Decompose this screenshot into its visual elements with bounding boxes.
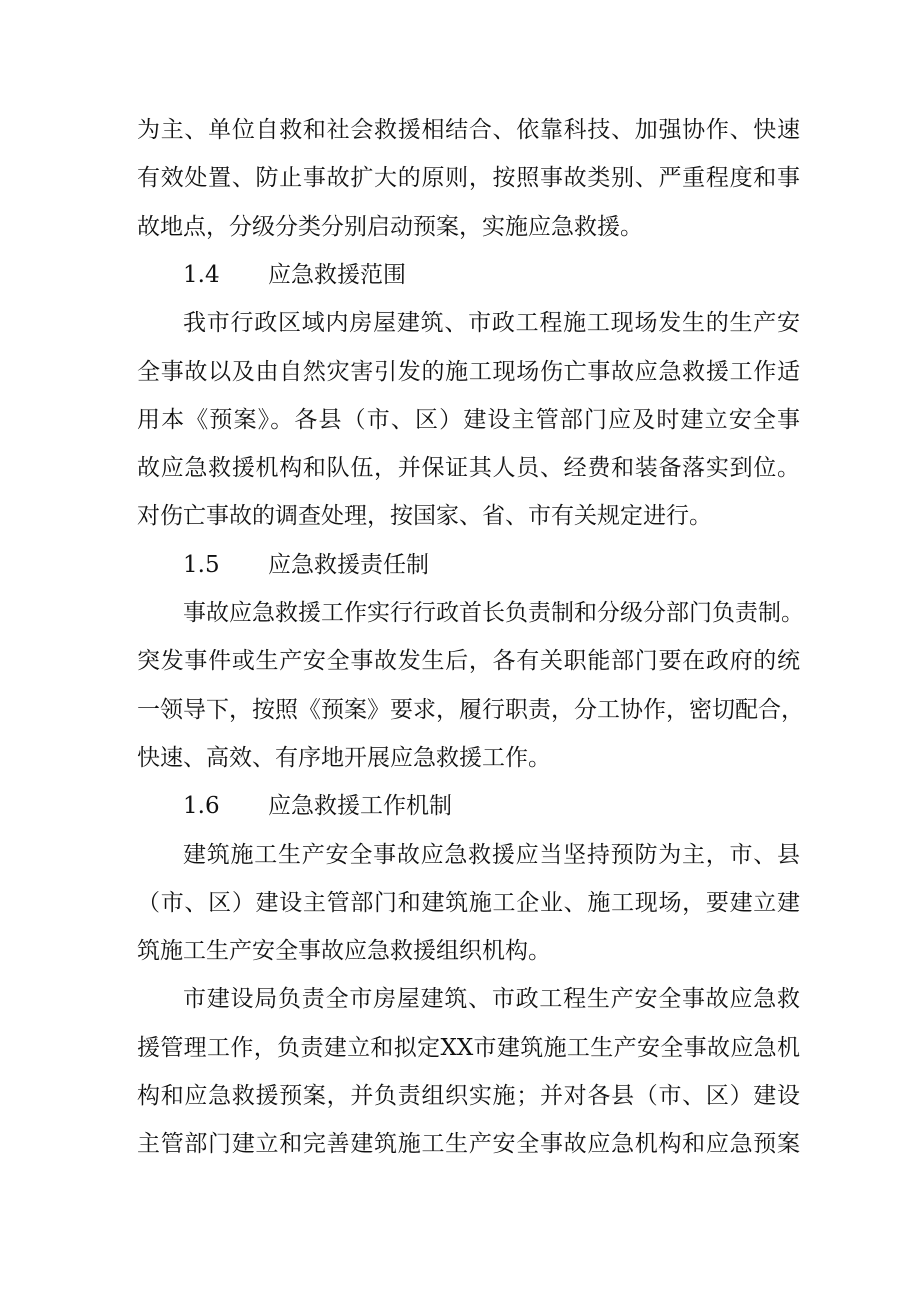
text-line: 为主、单位自救和社会救援相结合、依靠科技、加强协作、快速 — [137, 117, 800, 143]
section-title: 应急救援范围 — [268, 261, 406, 288]
section-number: 1.5 — [183, 551, 220, 578]
text-line: 突发事件或生产安全事故发生后，各有关职能部门要在政府的统 — [137, 648, 800, 675]
text-line: 市建设局负责全市房屋建筑、市政工程生产安全事故应急救 — [183, 986, 800, 1013]
text-line: 一领导下，按照《预案》要求，履行职责，分工协作，密切配合， — [137, 696, 804, 723]
text-line: 援管理工作，负责建立和拟定XX市建筑施工生产安全事故应急机 — [137, 1034, 800, 1061]
text-line: 对伤亡事故的调查处理，按国家、省、市有关规定进行。 — [137, 503, 712, 530]
text-line: 筑施工生产安全事故应急救援组织机构。 — [137, 938, 551, 965]
text-line: 主管部门建立和完善建筑施工生产安全事故应急机构和应急预案 — [137, 1131, 800, 1158]
text-line: 故应急救援机构和队伍，并保证其人员、经费和装备落实到位。 — [137, 455, 800, 482]
section-title: 应急救援工作机制 — [268, 793, 452, 820]
section-title: 应急救援责任制 — [268, 551, 429, 578]
text-line: 我市行政区域内房屋建筑、市政工程施工现场发生的生产安 — [183, 310, 800, 337]
section-heading — [183, 260, 406, 290]
text-line: 建筑施工生产安全事故应急救援应当坚持预防为主，市、县 — [183, 841, 800, 868]
section-number: 1.4 — [183, 261, 220, 288]
text-line: 故地点，分级分类分别启动预案，实施应急救援。 — [137, 213, 643, 240]
section-heading — [183, 550, 429, 580]
text-line: 有效处置、防止事故扩大的原则，按照事故类别、严重程度和事 — [137, 165, 800, 192]
text-line: 快速、高效、有序地开展应急救援工作。 — [137, 744, 551, 771]
text-line: （市、区）建设主管部门和建筑施工企业、施工现场，要建立建 — [137, 889, 800, 916]
section-number: 1.6 — [183, 793, 220, 820]
section-heading — [183, 791, 452, 821]
text-line: 事故应急救援工作实行行政首长负责制和分级分部门负责制。 — [183, 600, 804, 626]
text-line: 用本《预案》。各县（市、区）建设主管部门应及时建立安全事 — [137, 406, 800, 433]
text-line: 构和应急救援预案，并负责组织实施；并对各县（市、区）建设 — [137, 1083, 800, 1109]
text-line: 全事故以及由自然灾害引发的施工现场伤亡事故应急救援工作适 — [137, 358, 800, 385]
